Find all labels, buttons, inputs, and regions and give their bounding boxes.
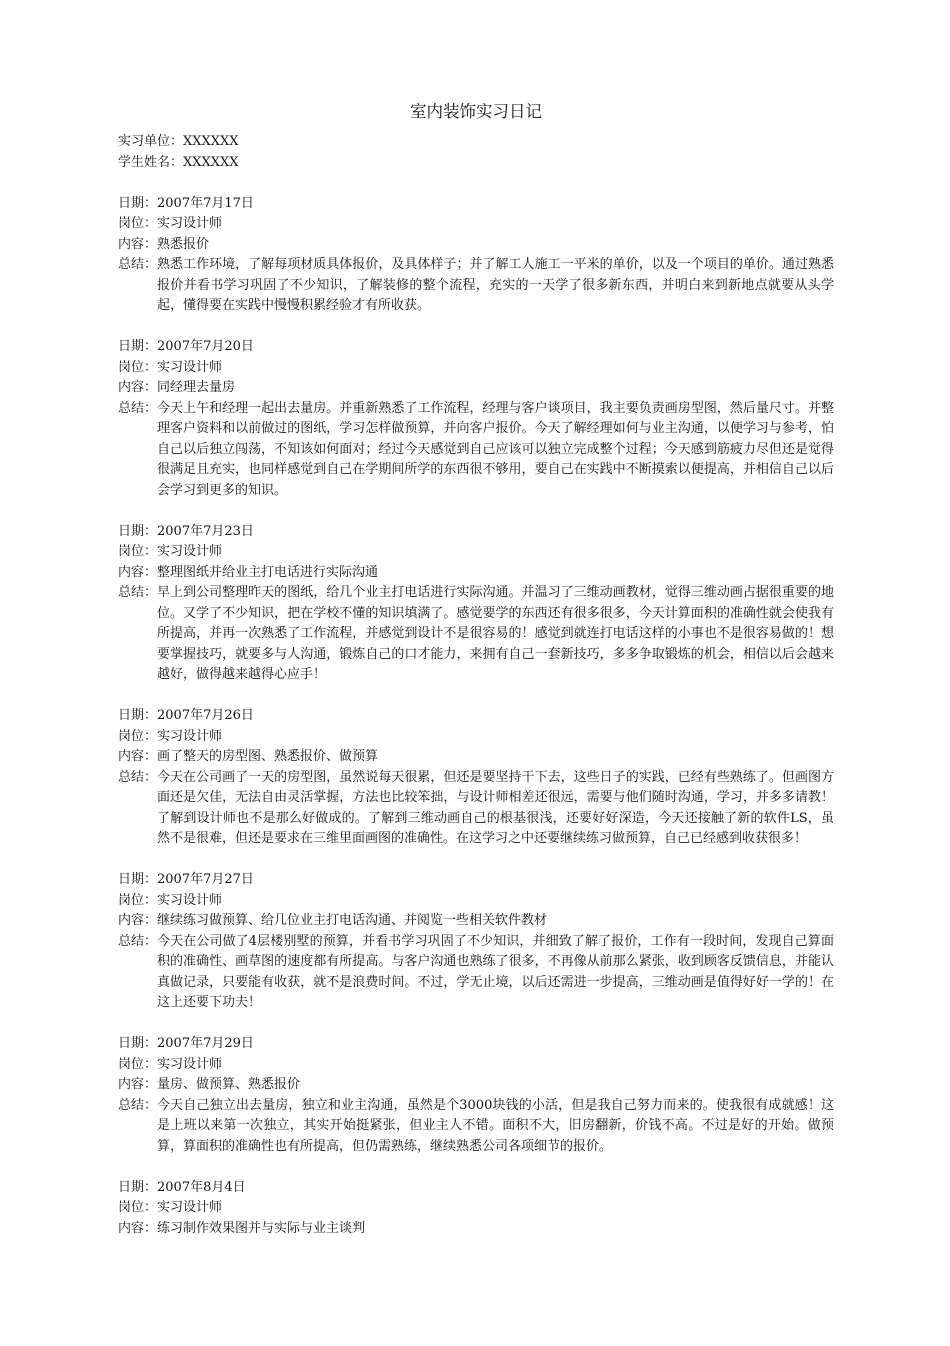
entry-summary-text: 熟悉工作环境，了解每项材质具体报价，及具体样子；并了解工人施工一平米的单价，以及一个项目的单价。通过熟悉报价并看书学习巩固了不少知识，了解装修的整个流程，充实的一天学了很多新东西，并明白来到新地点就要从头学起，懂得要在实践中慢慢积累经验才有所收获。 bbox=[157, 257, 834, 313]
entry-content bbox=[118, 1075, 834, 1096]
entry-date bbox=[118, 522, 834, 543]
entry-post-label: 岗位： bbox=[118, 216, 158, 231]
student-value: XXXXXX bbox=[183, 154, 239, 170]
entry-content bbox=[118, 747, 834, 768]
entry-content-value: 画了整天的房型图、熟悉报价、做预算 bbox=[157, 749, 379, 764]
document-title: 室内装饰实习日记 bbox=[410, 102, 542, 121]
entry-date-label: 日期： bbox=[118, 523, 158, 539]
entry-content-label: 内容： bbox=[118, 749, 158, 764]
diary-entry bbox=[118, 522, 834, 686]
entry-post bbox=[118, 727, 834, 748]
entry-content bbox=[118, 378, 834, 399]
entry-date-value: 2007年7月27日 bbox=[157, 872, 254, 887]
entry-summary-text: 早上到公司整理昨天的图纸，给几个业主打电话进行实际沟通。并温习了三维动画教材，觉得三维动画占据很重要的地位。又学了不少知识，把在学校不懂的知识填满了。感觉要学的东西还有很多很多，今天计算面积的准确性就会使我有所提高，并再一次熟悉了工作流程，并感觉到设计不是很容易的！感觉到就连打电话这样的小事也不是很容易做的！想要掌握技巧，就要多与人沟通，锻炼自己的口才能力，来拥有自己一套新技巧，多多争取锻炼的机会，相信以后会越来越好，做得越来越得心应手！ bbox=[157, 585, 834, 682]
entry-post-value: 实习设计师 bbox=[157, 216, 223, 231]
entry-post-label: 岗位： bbox=[118, 728, 158, 744]
entry-post-value: 实习设计师 bbox=[157, 1056, 223, 1072]
entry-summary bbox=[118, 932, 834, 1014]
unit-value: XXXXXX bbox=[183, 134, 239, 149]
entry-content-value: 练习制作效果图并与实际与业主谈判 bbox=[157, 1220, 366, 1236]
diary-entry bbox=[118, 706, 834, 850]
entry-content bbox=[118, 1219, 834, 1240]
entry-summary-text: 今天在公司画了一天的房型图，虽然说每天很累，但还是要坚持干下去，这些日子的实践，已经有些熟练了。但画图方面还是欠佳，无法自由灵活掌握，方法也比较笨拙，与设计师相差还很远，需要与他们随时沟通，学习，并多多请教！了解到设计师也不是那么好做成的。了解到三维动画自己的根基很浅，还要好好深造，今天还接触了新的软件LS，虽然不是很难，但还是要求在三维里面画图的准确性。在这学习之中还要继续练习做预算，自己已经感到收获很多！ bbox=[157, 769, 834, 846]
diary-entry bbox=[118, 1178, 834, 1240]
entry-date bbox=[118, 194, 834, 215]
entry-date-label: 日期： bbox=[118, 1036, 158, 1051]
entry-date bbox=[118, 706, 834, 727]
entry-content-value: 熟悉报价 bbox=[157, 236, 210, 252]
entry-date-value: 2007年7月26日 bbox=[157, 708, 254, 723]
entry-content-label: 内容： bbox=[118, 564, 158, 580]
entry-summary-label: 总结： bbox=[118, 585, 158, 600]
entry-date-label: 日期： bbox=[118, 195, 158, 211]
entry-post-value: 实习设计师 bbox=[157, 892, 223, 908]
unit-label: 实习单位： bbox=[118, 134, 184, 149]
entry-post-value: 实习设计师 bbox=[157, 544, 223, 559]
entry-post-value: 实习设计师 bbox=[157, 1200, 223, 1215]
entry-content bbox=[118, 235, 834, 256]
document-page bbox=[118, 100, 834, 1260]
entry-content-value: 整理图纸并给业主打电话进行实际沟通 bbox=[157, 564, 379, 580]
entry-summary-text: 今天自己独立出去量房，独立和业主沟通，虽然是个3000块钱的小活，但是我自己努力而来的。使我很有成就感！这是上班以来第一次独立，其实开始挺紧张，但业主人不错。面积不大，旧房翻新，价钱不高。不过是好的开始。做预算，算面积的准确性也有所提高，但仍需熟练，继续熟悉公司各项细节的报价。 bbox=[157, 1097, 834, 1154]
entry-content bbox=[118, 911, 834, 932]
entry-content bbox=[118, 563, 834, 584]
entry-content-label: 内容： bbox=[118, 1077, 158, 1092]
entry-date-value: 2007年8月4日 bbox=[157, 1179, 246, 1195]
entry-date-label: 日期： bbox=[118, 872, 158, 887]
entry-date-label: 日期： bbox=[118, 1179, 158, 1195]
entry-post-label: 岗位： bbox=[118, 359, 158, 375]
entry-post bbox=[118, 1198, 834, 1219]
entry-post-label: 岗位： bbox=[118, 1056, 158, 1072]
entry-date-value: 2007年7月29日 bbox=[157, 1036, 254, 1051]
entry-summary-label: 总结： bbox=[118, 933, 158, 949]
entry-summary-text: 今天上午和经理一起出去量房。并重新熟悉了工作流程，经理与客户谈项目，我主要负责画房型图，然后量尺寸。并整理客户资料和以前做过的图纸，学习怎样做预算，并向客户报价。今天了解经理如何与业主沟通，以便学习与参考，怕自己以后独立闯荡，不知该如何面对；经过今天感觉到自己应该可以独立完成整个过程；今天感到筋疲力尽但还是觉得很满足且充实，也同样感觉到自己在学期间所学的东西很不够用，要自己在实践中不断摸索以便提高，并相信自己以后会学习到更多的知识。 bbox=[157, 400, 834, 498]
entry-content-label: 内容： bbox=[118, 380, 158, 395]
entry-content-value: 量房、做预算、熟悉报价 bbox=[157, 1077, 301, 1092]
entry-post bbox=[118, 214, 834, 235]
entry-date-label: 日期： bbox=[118, 339, 158, 354]
entry-summary-label: 总结： bbox=[118, 257, 158, 272]
entry-summary bbox=[118, 399, 834, 502]
diary-entry bbox=[118, 194, 834, 317]
entry-post bbox=[118, 1055, 834, 1076]
entry-date-value: 2007年7月20日 bbox=[157, 339, 254, 354]
entry-content-value: 同经理去量房 bbox=[157, 380, 236, 395]
entry-summary bbox=[118, 583, 834, 686]
entry-post bbox=[118, 891, 834, 912]
entry-post-value: 实习设计师 bbox=[157, 728, 223, 744]
entry-post-label: 岗位： bbox=[118, 544, 158, 559]
entry-content-label: 内容： bbox=[118, 913, 158, 928]
entry-post-label: 岗位： bbox=[118, 892, 158, 908]
entry-summary-label: 总结： bbox=[118, 769, 158, 785]
entry-date-label: 日期： bbox=[118, 708, 158, 723]
internship-unit bbox=[118, 132, 834, 153]
entry-date-value: 2007年7月23日 bbox=[157, 523, 254, 539]
entry-content-label: 内容： bbox=[118, 1220, 158, 1236]
entry-post-value: 实习设计师 bbox=[157, 359, 223, 375]
spacer bbox=[118, 173, 834, 194]
diary-entries bbox=[118, 194, 834, 1240]
student-label: 学生姓名： bbox=[118, 154, 184, 170]
entry-date bbox=[118, 1034, 834, 1055]
entry-summary-label: 总结： bbox=[118, 400, 158, 416]
entry-post bbox=[118, 358, 834, 379]
diary-entry bbox=[118, 337, 834, 501]
entry-summary-text: 今天在公司做了4层楼别墅的预算，并看书学习巩固了不少知识，并细致了解了报价，工作有一段时间，发现自己算面积的准确性、画草图的速度都有所提高。与客户沟通也熟练了很多，不再像从前那么紧张，收到顾客反馈信息，并能认真做记录，只要能有收获，就不是浪费时间。不过，学无止境，以后还需进一步提高，三维动画是值得好好一学的！在这上还要下功夫！ bbox=[157, 933, 834, 1010]
diary-entry bbox=[118, 1034, 834, 1157]
entry-post-label: 岗位： bbox=[118, 1200, 158, 1215]
student-name bbox=[118, 153, 834, 174]
entry-content-value: 继续练习做预算、给几位业主打电话沟通、并阅览一些相关软件教材 bbox=[157, 913, 548, 928]
entry-summary bbox=[118, 768, 834, 850]
diary-entry bbox=[118, 870, 834, 1014]
entry-date-value: 2007年7月17日 bbox=[157, 195, 254, 211]
entry-post bbox=[118, 542, 834, 563]
entry-date bbox=[118, 337, 834, 358]
entry-date bbox=[118, 1178, 834, 1199]
entry-summary bbox=[118, 255, 834, 317]
entry-date bbox=[118, 870, 834, 891]
entry-summary bbox=[118, 1096, 834, 1158]
entry-content-label: 内容： bbox=[118, 236, 158, 252]
entry-summary-label: 总结： bbox=[118, 1097, 158, 1113]
